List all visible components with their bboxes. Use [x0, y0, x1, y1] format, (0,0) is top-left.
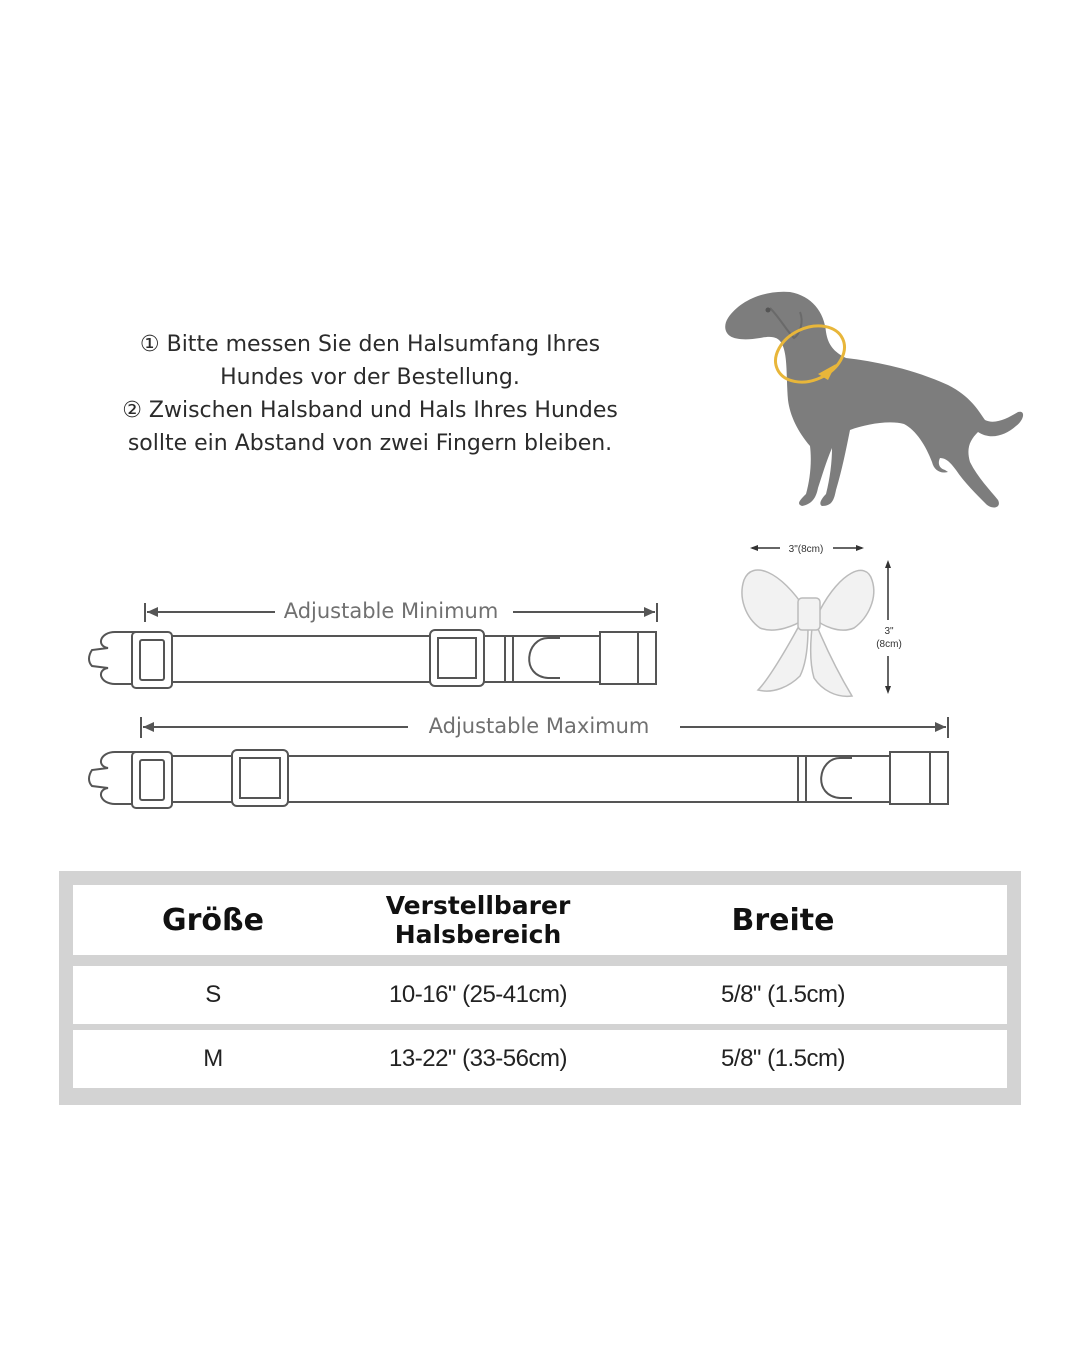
- bow-width-label: 3"(8cm): [788, 544, 824, 555]
- dog-illustration: [725, 292, 1023, 508]
- size-table: [59, 871, 1021, 1105]
- instruction-2: ② Zwischen Halsband und Hals Ihres Hundes sollte ein Abstand von zwei Fingern bleiben.: [122, 398, 618, 456]
- header-width: Breite: [731, 902, 835, 938]
- row-width: 5/8" (1.5cm): [721, 1045, 845, 1072]
- row-width: 5/8" (1.5cm): [721, 981, 845, 1008]
- bow-height-inch-label: 3": [884, 626, 894, 637]
- adjustable-maximum-label: Adjustable Maximum: [428, 714, 650, 738]
- adjustable-minimum-label: Adjustable Minimum: [283, 599, 499, 623]
- table-row: [73, 966, 1007, 1024]
- table-row: [73, 1030, 1007, 1088]
- row-range: 10-16" (25-41cm): [389, 981, 567, 1008]
- header-range-line2: Halsbereich: [394, 920, 562, 949]
- row-range: 13-22" (33-56cm): [389, 1045, 567, 1072]
- bow-illustration: [742, 545, 891, 696]
- header-neck-range: [363, 885, 593, 955]
- table-header-row: [73, 885, 1007, 955]
- bow-height-cm-label: (8cm): [876, 639, 902, 650]
- row-size: M: [203, 1045, 223, 1072]
- header-range-line1: Verstellbarer: [385, 891, 571, 920]
- instruction-1: ① Bitte messen Sie den Halsumfang Ihres Hundes vor der Bestellung.: [139, 332, 601, 390]
- row-size: S: [205, 981, 221, 1008]
- header-size: Größe: [162, 902, 264, 938]
